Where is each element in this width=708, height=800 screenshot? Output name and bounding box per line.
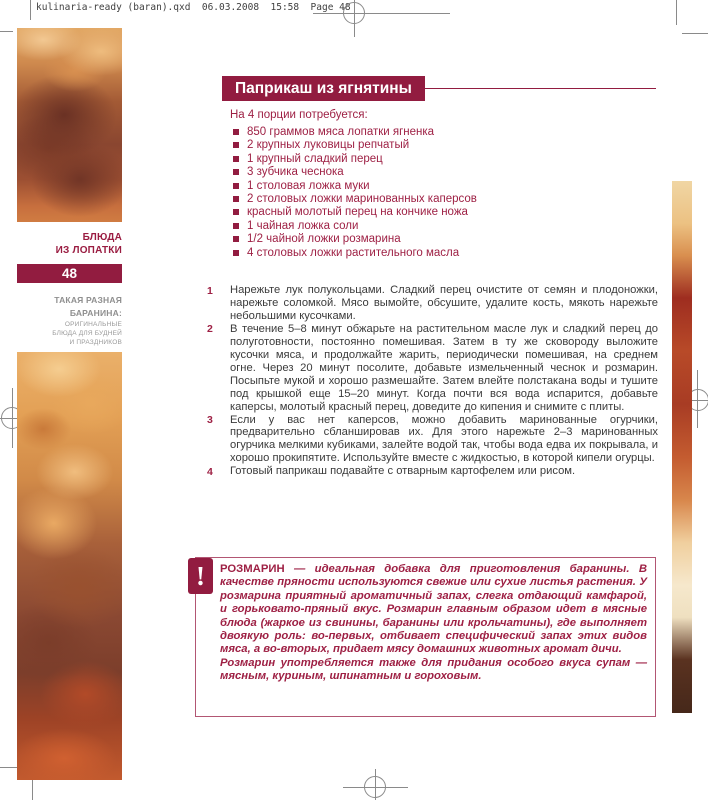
square-bullet-icon bbox=[233, 209, 239, 215]
ingredient-text: 1 крупный сладкий перец bbox=[247, 152, 383, 165]
registration-mark-icon bbox=[364, 776, 386, 798]
ingredient-item bbox=[233, 193, 653, 206]
step-number: 3 bbox=[207, 414, 213, 427]
ingredient-item bbox=[233, 139, 653, 152]
square-bullet-icon bbox=[233, 236, 239, 242]
recipe-title: Паприкаш из ягнятины bbox=[235, 79, 412, 97]
step-number: 1 bbox=[207, 284, 213, 297]
step-number: 4 bbox=[207, 465, 213, 478]
page-number: 48 bbox=[61, 266, 78, 281]
square-bullet-icon bbox=[233, 183, 239, 189]
book-title-line2: БАРАНИНА: bbox=[69, 307, 122, 318]
step-text: В течение 5–8 минут обжарьте на растительном масле лук и сладкий перец до полуготовности, постоянно помешивая. Затем в ту же сковороду выложите кусочки мяса, и продолжайте жарить, периодически помешивая, на среднем огне. Через 20 минут посолите, добавьте измельченный чеснок и розмарин. Посыпьте мукой и хорошо размешайте. Затем влейте полстакана воды и тушите под крышкой еще 15–20 минут. Когда почти вся вода испарится, добавьте каперсы, молотый красный перец, доведите до кипения и снимите с плиты. bbox=[230, 322, 658, 413]
tip-paragraph-1 bbox=[220, 563, 647, 657]
ingredient-item bbox=[233, 247, 653, 260]
crop-mark bbox=[676, 0, 677, 25]
crop-mark bbox=[682, 33, 708, 34]
dish-photo-edge-strip bbox=[672, 181, 692, 713]
prepress-slug-text: kulinaria-ready (baran).qxd 06.03.2008 15:58 Page 48 bbox=[36, 2, 351, 13]
square-bullet-icon bbox=[233, 129, 239, 135]
step-text: Готовый паприкаш подавайте с отварным картофелем или рисом. bbox=[230, 465, 576, 478]
section-title-line2: ИЗ ЛОПАТКИ bbox=[55, 245, 122, 256]
square-bullet-icon bbox=[233, 250, 239, 256]
step-number: 2 bbox=[207, 323, 213, 336]
ingredient-item bbox=[233, 180, 653, 193]
recipe-title-banner bbox=[222, 76, 425, 101]
dish-photo-bottom bbox=[17, 352, 122, 780]
ingredient-text: 3 зубчика чеснока bbox=[247, 166, 344, 179]
tip-body: — идеальная добавка для приготовления баранины. В качестве пряности используются свежие или сухие листья растения. У розмарина приятный ароматичный запах, слегка отдающий камфарой, и горьковато-пряный вкус. Розмарин главным образом идет в мясные блюда (жаркое из свинины, баранины или крольчатины), где выполняет двоякую роль: во-первых, отбивает специфический запах этих видов мяса, а во-вторых, придает мясу домашних животных аромат дичи. bbox=[220, 563, 647, 656]
book-subtitle-line: И ПРАЗДНИКОВ bbox=[69, 339, 122, 346]
recipe-step bbox=[207, 414, 658, 466]
tip-box bbox=[195, 557, 656, 717]
registration-mark-line bbox=[313, 13, 450, 14]
square-bullet-icon bbox=[233, 196, 239, 202]
ingredient-text: 1 столовая ложка муки bbox=[247, 179, 370, 192]
ingredient-text: 2 столовых ложки маринованных каперсов bbox=[247, 192, 477, 205]
book-title bbox=[17, 294, 122, 319]
recipe-step bbox=[207, 284, 658, 323]
recipe-steps bbox=[207, 284, 658, 479]
ingredient-item bbox=[233, 166, 653, 179]
ingredient-text: красный молотый перец на кончике ножа bbox=[247, 206, 468, 219]
book-title-line1: ТАКАЯ РАЗНАЯ bbox=[54, 295, 122, 305]
square-bullet-icon bbox=[233, 156, 239, 162]
book-subtitle bbox=[17, 320, 122, 347]
ingredient-text: 1/2 чайной ложки розмарина bbox=[247, 233, 401, 246]
ingredient-item bbox=[233, 126, 653, 139]
exclamation-icon bbox=[188, 558, 213, 594]
exclamation-glyph: ! bbox=[196, 561, 205, 591]
ingredient-item bbox=[233, 153, 653, 166]
ingredient-text: 850 граммов мяса лопатки ягненка bbox=[247, 126, 435, 138]
ingredient-text: 4 столовых ложки растительного масла bbox=[247, 246, 460, 259]
ingredient-item bbox=[233, 206, 653, 219]
ingredient-text: 2 крупных луковицы репчатый bbox=[247, 139, 410, 152]
servings-label: На 4 порции потребуется: bbox=[230, 109, 368, 121]
registration-mark-icon bbox=[343, 2, 365, 24]
tip-term: РОЗМАРИН bbox=[220, 563, 285, 575]
section-title bbox=[17, 231, 122, 257]
square-bullet-icon bbox=[233, 142, 239, 148]
recipe-step bbox=[207, 323, 658, 414]
tip-paragraph-2: Розмарин употребляется также для придания особого вкуса супам — мясным, куриным, шпинатным и гороховым. bbox=[220, 656, 647, 683]
step-text: Нарежьте лук полукольцами. Сладкий перец очистите от семян и плодоножки, нарежьте соломкой. Мясо вымойте, обсушите, удалите кость, мякоть нарежьте небольшими кусочками. bbox=[230, 284, 658, 322]
crop-mark bbox=[30, 0, 31, 20]
page-number-bar bbox=[17, 264, 122, 283]
title-rule-line bbox=[420, 88, 656, 89]
dish-photo-top bbox=[17, 28, 122, 222]
ingredient-list bbox=[233, 126, 653, 260]
crop-mark bbox=[0, 31, 13, 32]
step-text: Если у вас нет каперсов, можно добавить маринованные огурчики, предварительно сбланшировав их. Для этого нарежьте 2–3 маринованных огурчика мелкими кубиками, залейте водой так, чтобы вода едва их покрывала, и хорошо прокипятите. Используйте вместе с жидкостью, в которой кипели огурцы. bbox=[230, 413, 658, 465]
ingredient-item bbox=[233, 220, 653, 233]
ingredient-item bbox=[233, 233, 653, 246]
square-bullet-icon bbox=[233, 223, 239, 229]
recipe-step bbox=[207, 465, 658, 479]
section-title-line1: БЛЮДА bbox=[82, 232, 122, 243]
ingredient-text: 1 чайная ложка соли bbox=[247, 219, 359, 232]
square-bullet-icon bbox=[233, 169, 239, 175]
book-subtitle-line: БЛЮДА ДЛЯ БУДНЕЙ bbox=[52, 330, 122, 337]
book-subtitle-line: ОРИГИНАЛЬНЫЕ bbox=[64, 321, 122, 328]
